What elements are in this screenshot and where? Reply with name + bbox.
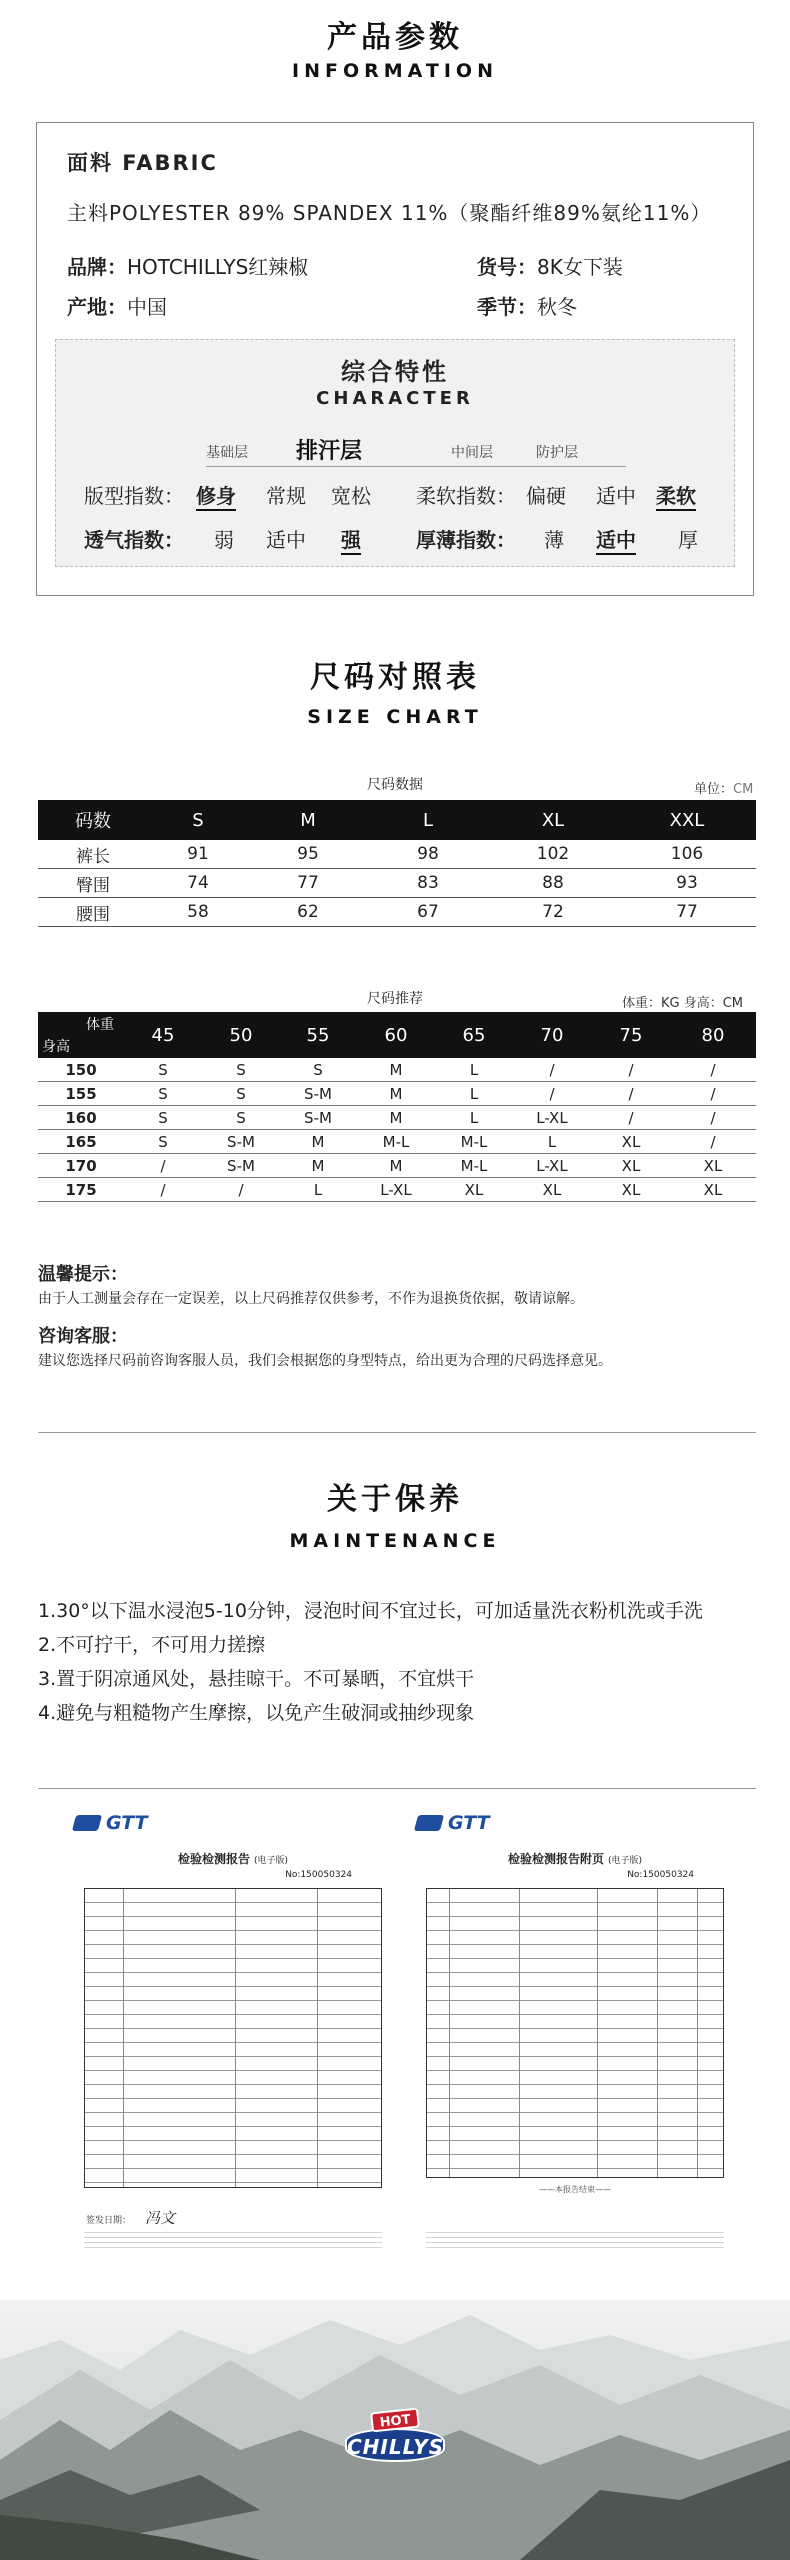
fit-label: 版型指数： <box>84 484 184 508</box>
table-cell: / <box>710 1132 716 1151</box>
table-cell: / <box>628 1108 634 1127</box>
softness-option-soft: 柔软 <box>656 480 696 511</box>
table-cell: M-L <box>460 1156 488 1175</box>
table-row <box>38 1178 756 1202</box>
report-title-text: 检验检测报告 <box>177 1852 250 1866</box>
gtt-logo <box>416 1812 490 1834</box>
care-subtitle: MAINTENANCE <box>289 1530 501 1552</box>
product-info-section <box>0 0 790 600</box>
table-cell: / <box>710 1084 716 1103</box>
table-cell: M <box>389 1108 403 1127</box>
table-row <box>38 869 756 898</box>
table-cell: 62 <box>297 902 319 922</box>
table-cell: S <box>236 1108 246 1127</box>
report-grid-line <box>317 1889 318 2187</box>
size-data-header: 码数 <box>75 811 111 832</box>
report-grid-line <box>519 1889 520 2177</box>
size-rec-corner <box>38 1012 124 1058</box>
report-signature-row <box>86 2207 175 2228</box>
table-cell: 98 <box>417 844 439 864</box>
table-cell: XL <box>703 1156 723 1175</box>
table-cell: / <box>549 1084 555 1103</box>
table-cell: 155 <box>65 1084 97 1103</box>
size-rec-corner-height: 身高 <box>42 1039 70 1055</box>
character-title: 综合特性 <box>341 358 449 386</box>
table-cell: 165 <box>65 1132 97 1151</box>
table-cell: 74 <box>187 873 209 893</box>
fit-option-slim: 修身 <box>196 480 236 511</box>
report-document-scan <box>84 1888 382 2188</box>
character-subtitle: CHARACTER <box>316 388 474 409</box>
layer-sweat-selected: 排汗层 <box>296 439 363 464</box>
table-cell: XL <box>621 1132 641 1151</box>
report-grid-line <box>235 1889 236 2187</box>
consult-text: 建议您选择尺码前咨询客服人员，我们会根据您的身型特点，给出更为合理的尺码选择意见。 <box>38 1353 612 1369</box>
table-row <box>38 840 756 869</box>
brand-label: 品牌： <box>67 255 127 279</box>
table-cell: S <box>158 1084 168 1103</box>
table-cell: 83 <box>417 873 439 893</box>
breath-label: 透气指数： <box>84 528 184 552</box>
table-cell: L-XL <box>536 1156 568 1175</box>
report-footer <box>426 2232 724 2248</box>
table-cell: 58 <box>187 902 209 922</box>
table-cell: M <box>389 1060 403 1079</box>
brand-row <box>67 251 308 280</box>
consult-heading: 咨询客服： <box>38 1326 128 1347</box>
size-rec-caption: 尺码推荐 <box>367 991 423 1007</box>
info-subtitle: INFORMATION <box>292 60 498 82</box>
table-cell: 裤长 <box>76 846 110 867</box>
report-number: No:150050324 <box>285 1870 352 1880</box>
report-number: No:150050324 <box>627 1870 694 1880</box>
table-cell: 91 <box>187 844 209 864</box>
table-cell: S-M <box>304 1108 332 1127</box>
season-value: 秋冬 <box>537 295 577 319</box>
size-rec-weight: 55 <box>306 1024 330 1046</box>
report-footer <box>84 2232 382 2248</box>
table-cell: L <box>469 1060 479 1079</box>
report-end-note: ——本报告结束—— <box>539 2185 611 2194</box>
table-cell: XL <box>703 1180 723 1199</box>
table-cell: L <box>469 1108 479 1127</box>
thickness-option-thick: 厚 <box>678 528 698 552</box>
report-grid-line <box>597 1889 598 2177</box>
fabric-value: 主料POLYESTER 89% SPANDEX 11%（聚酯纤维89%氨纶11%） <box>67 201 712 225</box>
size-rec-table <box>38 1012 756 1202</box>
fabric-heading: 面料 FABRIC <box>67 151 218 175</box>
table-row <box>38 898 756 927</box>
table-cell: S <box>236 1060 246 1079</box>
table-row <box>38 1130 756 1154</box>
gtt-logo-icon <box>414 1815 444 1831</box>
size-rec-weight: 70 <box>540 1024 564 1046</box>
table-cell: 67 <box>417 902 439 922</box>
table-cell: S <box>158 1108 168 1127</box>
size-subtitle: SIZE CHART <box>307 706 483 728</box>
hotchillys-logo <box>345 2410 445 2470</box>
tip-text: 由于人工测量会存在一定误差，以上尺码推荐仅供参考，不作为退换货依据，敬请谅解。 <box>38 1291 584 1307</box>
table-cell: L-XL <box>536 1108 568 1127</box>
table-cell: S <box>236 1084 246 1103</box>
care-item: 1.30°以下温水浸泡5-10分钟，浸泡时间不宜过长，可加适量洗衣粉机洗或手洗 <box>38 1600 703 1622</box>
table-cell: XL <box>621 1180 641 1199</box>
tip-heading: 温馨提示： <box>38 1264 128 1285</box>
size-rec-weight: 80 <box>701 1024 725 1046</box>
size-data-header: XL <box>541 809 565 831</box>
table-cell: L <box>547 1132 557 1151</box>
softness-option-hard: 偏硬 <box>526 484 566 508</box>
origin-value: 中国 <box>127 295 167 319</box>
report-grid-line <box>697 1889 698 2177</box>
size-data-table <box>38 800 756 927</box>
breath-option-medium: 适中 <box>266 528 306 552</box>
table-cell: M-L <box>460 1132 488 1151</box>
table-cell: 88 <box>542 873 564 893</box>
sku-value: 8K女下装 <box>537 255 623 279</box>
care-item: 2.不可拧干，不可用力搓擦 <box>38 1634 266 1656</box>
table-cell: XL <box>464 1180 484 1199</box>
softness-label: 柔软指数： <box>416 484 516 508</box>
table-cell: L-XL <box>380 1180 412 1199</box>
size-rec-header-row <box>38 1012 756 1058</box>
size-title: 尺码对照表 <box>310 660 480 695</box>
sku-label: 货号： <box>477 255 537 279</box>
layer-middle: 中间层 <box>451 445 493 461</box>
table-cell: S-M <box>304 1084 332 1103</box>
table-row <box>38 1154 756 1178</box>
fit-option-loose: 宽松 <box>331 484 371 508</box>
table-cell: 160 <box>65 1108 97 1127</box>
table-cell: 106 <box>670 844 704 864</box>
section-divider <box>38 1788 756 1789</box>
gtt-logo-text: GTT <box>106 1812 148 1834</box>
table-cell: L <box>313 1180 323 1199</box>
size-data-unit-label: 单位： <box>694 782 734 797</box>
size-chart-section <box>0 600 790 1430</box>
inspection-reports-section <box>0 1790 790 2300</box>
thickness-option-medium: 适中 <box>596 524 636 555</box>
table-cell: M <box>311 1156 325 1175</box>
season-label: 季节： <box>477 295 537 319</box>
table-cell: / <box>628 1084 634 1103</box>
table-cell: XL <box>542 1180 562 1199</box>
table-cell: S-M <box>227 1132 255 1151</box>
sku-row <box>477 251 623 280</box>
size-rec-weight: 65 <box>462 1024 486 1046</box>
report-grid-line <box>657 1889 658 2177</box>
character-box <box>55 339 735 567</box>
table-cell: 72 <box>542 902 564 922</box>
report-title-text: 检验检测报告附页 <box>507 1852 604 1866</box>
table-cell: 95 <box>297 844 319 864</box>
maintenance-section <box>0 1430 790 1790</box>
size-data-caption: 尺码数据 <box>367 777 423 793</box>
table-cell: M <box>311 1132 325 1151</box>
fit-option-regular: 常规 <box>266 484 306 508</box>
table-row <box>38 1106 756 1130</box>
brand-value: HOTCHILLYS红辣椒 <box>127 255 309 279</box>
layer-base: 基础层 <box>206 445 248 461</box>
table-cell: S <box>158 1132 168 1151</box>
table-cell: L <box>469 1084 479 1103</box>
table-row <box>38 1082 756 1106</box>
info-box <box>36 122 754 596</box>
logo-hot: HOT <box>370 2408 420 2433</box>
breath-option-strong: 强 <box>341 524 361 555</box>
table-cell: / <box>710 1108 716 1127</box>
thickness-option-thin: 薄 <box>544 528 564 552</box>
breath-option-weak: 弱 <box>214 528 234 552</box>
gtt-logo <box>74 1812 148 1834</box>
table-cell: / <box>160 1156 166 1175</box>
size-rec-weight: 75 <box>619 1024 643 1046</box>
layer-scale-line <box>206 466 626 467</box>
mountain-banner <box>0 2300 790 2560</box>
size-rec-corner-weight: 体重 <box>86 1017 114 1033</box>
logo-chillys: CHILLYS <box>345 2428 445 2462</box>
table-cell: 102 <box>536 844 570 864</box>
table-cell: M <box>389 1156 403 1175</box>
table-cell: / <box>628 1060 634 1079</box>
origin-row <box>67 291 167 320</box>
report-document-scan <box>426 1888 724 2178</box>
thickness-label: 厚薄指数： <box>416 528 516 552</box>
report-left <box>74 1812 392 2252</box>
size-rec-unit: 体重：KG 身高：CM <box>622 996 744 1011</box>
size-data-unit-value: CM <box>733 782 754 797</box>
report-signature: 冯文 <box>145 2209 176 2227</box>
report-title <box>74 1850 392 1867</box>
table-cell: S <box>158 1060 168 1079</box>
table-cell: / <box>710 1060 716 1079</box>
season-row <box>477 291 577 320</box>
table-cell: 腰围 <box>76 904 110 925</box>
table-cell: XL <box>621 1156 641 1175</box>
size-data-header: XXL <box>669 809 705 831</box>
table-cell: M <box>389 1084 403 1103</box>
care-title: 关于保养 <box>327 1482 463 1517</box>
table-cell: S <box>313 1060 323 1079</box>
report-sign-label: 签发日期： <box>86 2216 132 2226</box>
table-cell: 77 <box>297 873 319 893</box>
table-cell: / <box>160 1180 166 1199</box>
size-rec-weight: 60 <box>384 1024 408 1046</box>
table-cell: M-L <box>382 1132 410 1151</box>
care-item: 3.置于阴凉通风处，悬挂晾干。不可暴晒，不宜烘干 <box>38 1668 475 1690</box>
table-cell: 77 <box>676 902 698 922</box>
size-data-unit <box>694 778 753 797</box>
softness-option-medium: 适中 <box>596 484 636 508</box>
layer-protect: 防护层 <box>536 445 578 461</box>
table-cell: 150 <box>65 1060 97 1079</box>
origin-label: 产地： <box>67 295 127 319</box>
table-cell: 臀围 <box>76 875 110 896</box>
size-data-header: M <box>300 809 316 831</box>
size-data-header-row <box>38 800 756 840</box>
size-rec-weight: 45 <box>151 1024 175 1046</box>
gtt-logo-icon <box>72 1815 102 1831</box>
report-right <box>416 1812 734 2252</box>
gtt-logo-text: GTT <box>448 1812 490 1834</box>
report-grid-line <box>123 1889 124 2187</box>
report-title-note: (电子版) <box>607 1856 643 1866</box>
size-data-header: L <box>422 809 434 831</box>
table-cell: S-M <box>227 1156 255 1175</box>
table-cell: / <box>549 1060 555 1079</box>
table-cell: 175 <box>65 1180 97 1199</box>
info-title: 产品参数 <box>327 20 463 55</box>
size-rec-weight: 50 <box>229 1024 253 1046</box>
size-data-header: S <box>192 809 204 831</box>
care-item: 4.避免与粗糙物产生摩擦，以免产生破洞或抽纱现象 <box>38 1702 475 1724</box>
table-row <box>38 1058 756 1082</box>
table-cell: / <box>238 1180 244 1199</box>
table-cell: 93 <box>676 873 698 893</box>
report-title <box>416 1850 734 1867</box>
report-grid-line <box>449 1889 450 2177</box>
report-title-note: (电子版) <box>253 1856 289 1866</box>
table-cell: 170 <box>65 1156 97 1175</box>
